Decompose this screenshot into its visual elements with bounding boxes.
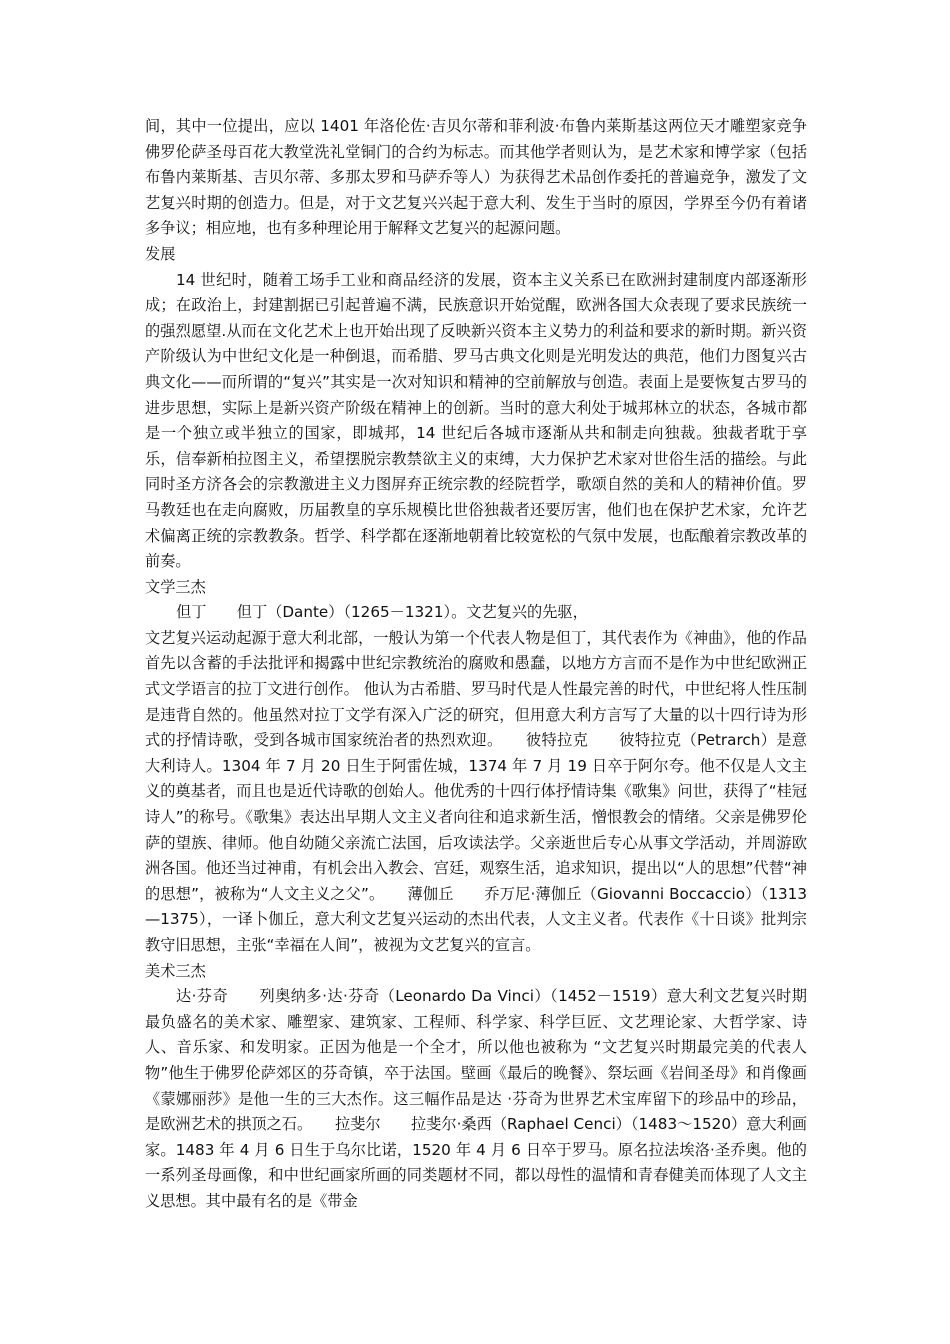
heading-art-three: 美术三杰 <box>145 961 206 980</box>
paragraph-origins: 间，其中一位提出，应以 1401 年洛伦佐·吉贝尔蒂和菲利波·布鲁内莱斯基这两位天才雕塑家竞争佛罗伦萨圣母百花大教堂洗礼堂铜门的合约为标志。而其他学者则认为，是艺术家和博学家（包括布鲁内莱斯基、吉贝尔蒂、多那太罗和马萨乔等人）为获得艺术品创作委托的普遍竞争，激发了文艺复兴时期的创造力。但是，对于文艺复兴兴起于意大利、发生于当时的原因，学界至今仍有着诸多争议；相应地，也有多种理论用于解释文艺复兴的起源问题。 <box>145 117 807 238</box>
heading-literature-three: 文学三杰 <box>145 577 206 596</box>
paragraph-literature: 文艺复兴运动起源于意大利北部，一般认为第一个代表人物是但丁，其代表作为《神曲》，他的作品首先以含蓄的手法批评和揭露中世纪宗教统治的腐败和愚蠢，以地方方言而不是作为中世纪欧洲正式文学语言的拉丁文进行创作。 他认为古希腊、罗马时代是人性最完善的时代，中世纪将人性压制是违背自然的。他虽然对拉丁文学有深入广泛的研究，但用意大利方言写了大量的以十四行诗为形式的抒情诗歌，受到各城市国家统治者的热烈欢迎。 彼特拉克 彼特拉克（Petrarch）是意大利诗人。1304 年 7 月 20 日生于阿雷佐城，1374 年 7 月 19 日卒于阿尔夸。他不仅是人文主义的奠基者，而且也是近代诗歌的创始人。他优秀的十四行体抒情诗集《歌集》问世，获得了“桂冠诗人”的称号。《歌集》表达出早期人文主义者向往和追求新生活，憎恨教会的情绪。父亲是佛罗伦萨的望族、律师。他自幼随父亲流亡法国，后攻读法学。父亲逝世后专心从事文学活动，并周游欧洲各国。他还当过神甫，有机会出入教会、宫廷，观察生活，追求知识，提出以“人的思想”代替“神的思想”，被称为“人文主义之父”。 薄伽丘 乔万尼·薄伽丘（Giovanni Boccaccio）（1313—1375），一译卜伽丘，意大利文艺复兴运动的杰出代表，人文主义者。代表作《十日谈》批判宗教守旧思想，主张“幸福在人间”，被视为文艺复兴的宣言。 <box>145 628 807 954</box>
paragraph-dante-intro: 但丁 但丁（Dante）（1265－1321）。文艺复兴的先驱， <box>176 603 588 622</box>
document-page <box>145 114 807 1215</box>
heading-development: 发展 <box>145 244 176 263</box>
paragraph-development: 14 世纪时，随着工场手工业和商品经济的发展，资本主义关系已在欧洲封建制度内部逐渐形成；在政治上，封建割据已引起普遍不满，民族意识开始觉醒，欧洲各国大众表现了要求民族统一的强烈愿望.从而在文化艺术上也开始出现了反映新兴资本主义势力的利益和要求的新时期。新兴资产阶级认为中世纪文化是一种倒退，而希腊、罗马古典文化则是光明发达的典范，他们力图复兴古典文化——而所谓的“复兴”其实是一次对知识和精神的空前解放与创造。表面上是要恢复古罗马的进步思想，实际上是新兴资产阶级在精神上的创新。当时的意大利处于城邦林立的状态，各城市都是一个独立或半独立的国家，即城邦，14 世纪后各城市逐渐从共和制走向独裁。独裁者耽于享乐，信奉新柏拉图主义，希望摆脱宗教禁欲主义的束缚，大力保护艺术家对世俗生活的描绘。与此同时圣方济各会的宗教激进主义力图屏弃正统宗教的经院哲学，歌颂自然的美和人的精神价值。罗马教廷也在走向腐败，历届教皇的享乐规模比世俗独裁者还要厉害，他们也在保护艺术家，允许艺术偏离正统的宗教教条。哲学、科学都在逐渐地朝着比较宽松的气氛中发展，也酝酿着宗教改革的前奏。 <box>145 270 807 571</box>
paragraph-art: 达·芬奇 列奥纳多·达·芬奇（Leonardo Da Vinci）（1452－1519）意大利文艺复兴时期最负盛名的美术家、雕塑家、建筑家、工程师、科学家、科学巨匠、文艺理论家、大哲学家、诗人、音乐家、和发明家。正因为他是一个全才，所以他也被称为 “文艺复兴时期最完美的代表人物”他生于佛罗伦萨郊区的芬奇镇，卒于法国。壁画《最后的晚餐》、祭坛画《岩间圣母》和肖像画《蒙娜丽莎》是他一生的三大杰作。这三幅作品是达 ·芬奇为世界艺术宝库留下的珍品中的珍品，是欧洲艺术的拱顶之石。 拉斐尔 拉斐尔·桑西（Raphael Cenci）（1483～1520）意大利画家。1483 年 4 月 6 日生于乌尔比诺，1520 年 4 月 6 日卒于罗马。原名拉法埃洛·圣乔奥。他的一系列圣母画像，和中世纪画家所画的同类题材不同，都以母性的温情和青春健美而体现了人文主义思想。其中最有名的是《带金 <box>145 987 807 1210</box>
